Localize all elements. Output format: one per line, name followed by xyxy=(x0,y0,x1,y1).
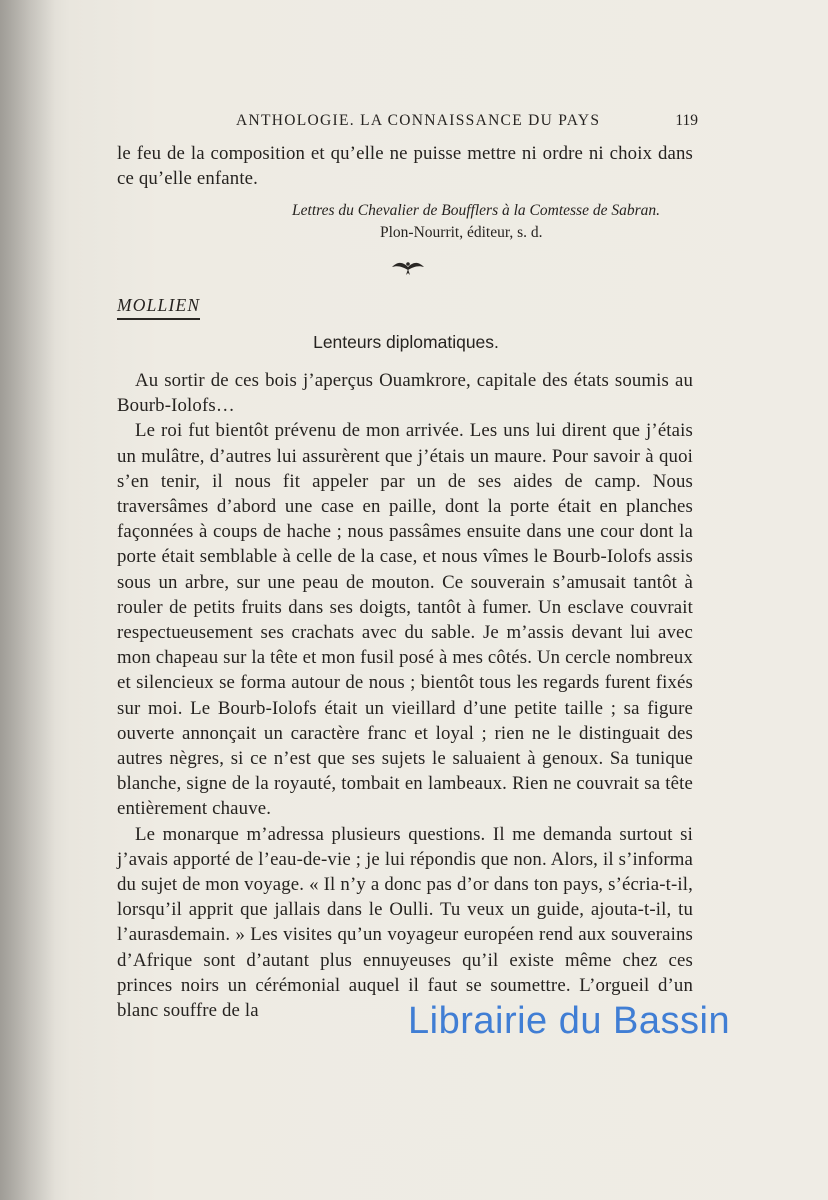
body-text xyxy=(117,368,693,1023)
author-name: MOLLIEN xyxy=(117,295,201,315)
intro-paragraph: le feu de la composition et qu’elle ne puisse mettre ni ordre ni choix dans ce qu’elle enfante. xyxy=(117,143,693,190)
fleuron-ornament-icon xyxy=(390,258,426,278)
source-line-1: Lettres du Chevalier de Boufflers à la Comtesse de Sabran. xyxy=(292,202,660,219)
author-underline xyxy=(117,318,200,320)
body-paragraph: Au sortir de ces bois j’aperçus Ouamkrore, capitale des états soumis au Bourb-Iolofs… xyxy=(117,370,693,417)
running-head-title: ANTHOLOGIE. LA CONNAISSANCE DU PAYS xyxy=(236,112,601,129)
page-number: 119 xyxy=(675,112,698,129)
body-paragraph: Le roi fut bientôt prévenu de mon arrivée. Les uns lui dirent que j’étais un mulâtre, d’autres lui assurèrent que j’étais un maure. Pour savoir à quoi s’en tenir, il nous fit appeler par un de ses aides de camp. Nous traversâmes d’abord une case en paille, dont la porte était en planches façonnées à coups de hache ; nous passâmes ensuite dans une cour dont la porte était semblable à celle de la case, et nous vîmes le Bourb-Iolofs assis sous un arbre, sur une peau de mouton. Ce souverain s’amusait tantôt à rouler de petits fruits dans ses doigts, tantôt à fumer. Un esclave couvrait respectueusement ses crachats avec du sable. Je m’assis devant lui avec mon chapeau sur la tête et mon fusil posé à mes côtés. Un cercle nombreux et silencieux se forma autour de nous ; bientôt tous les regards furent fixés sur moi. Le Bourb-Iolofs était un vieillard d’une petite taille ; sa figure ouverte annonçait un caractère franc et loyal ; rien ne le distinguait des autres nègres, si ce n’est que ses sujets le saluaient à genoux. Sa tunique blanche, signe de la royauté, tombait en lambeaux. Rien ne couvrait sa tête entièrement chauve. xyxy=(117,420,693,820)
body-paragraph: Le monarque m’adressa plusieurs questions. Il me demanda surtout si j’avais apporté de l’eau-de-vie ; je lui répondis que non. Alors, il s’informa du sujet de mon voyage. « Il n’y a donc pas d’or dans ton pays, s’écria-t-il, lorsqu’il apprit que jallais dans le Oulli. Tu veux un guide, ajouta-t-il, tu l’aurasdemain. » Les visites qu’un voyageur européen rend aux souverains d’Afrique sont d’autant plus ennuyeuses qu’il existe même chez ces princes noirs un cérémonial auquel il faut se soumettre. L’orgueil d’un blanc souffre de la xyxy=(117,823,693,1022)
watermark-logo: Librairie du Bassin xyxy=(408,1000,731,1042)
intro-paragraph-block xyxy=(117,141,693,191)
running-head xyxy=(236,112,698,134)
source-citation xyxy=(200,200,660,244)
section-title: Lenteurs diplomatiques. xyxy=(313,332,499,352)
gutter-shadow xyxy=(0,0,55,1200)
source-line-2: Plon-Nourrit, éditeur, s. d. xyxy=(380,224,543,241)
